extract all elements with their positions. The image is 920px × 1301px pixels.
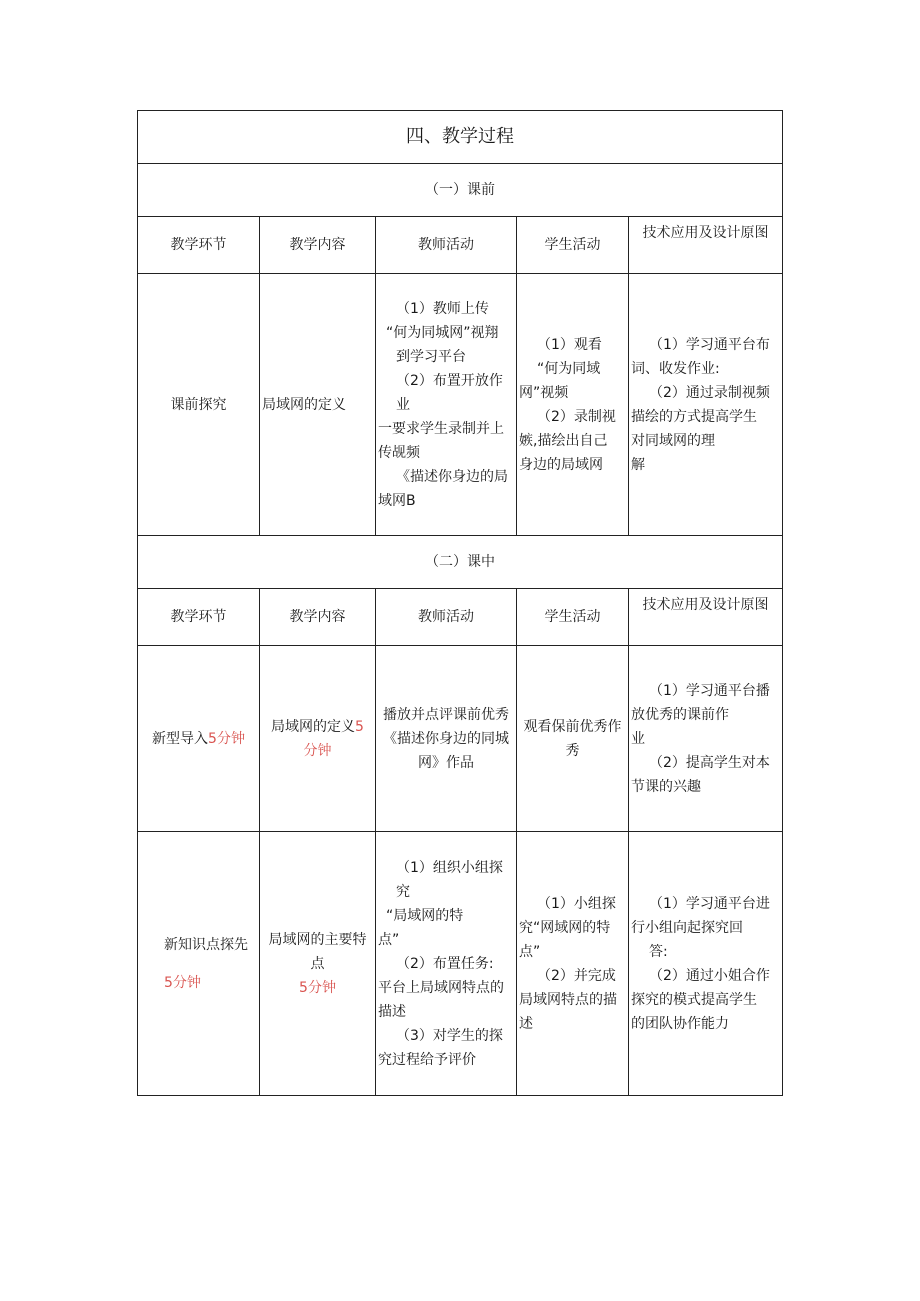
student-line: 述 — [519, 1015, 533, 1032]
header-row-2 — [138, 589, 783, 646]
student-cell — [517, 274, 629, 536]
content-time-a: 5 — [355, 718, 364, 735]
student-line: （1）观看 — [537, 336, 602, 353]
header-teacher: 教师活动 — [376, 589, 517, 646]
student-line: 局域网特点的描 — [519, 991, 617, 1008]
teacher-line: 域网B — [378, 492, 416, 509]
tech-line: 对同域网的理 — [631, 432, 715, 449]
teacher-line: （2）布置开放作业 — [396, 372, 503, 413]
section-heading-before-class: （一）课前 — [138, 164, 783, 217]
tech-cell — [629, 274, 783, 536]
student-line: 究“网域网的特 — [519, 919, 611, 936]
student-line: “何为同域 — [537, 360, 601, 377]
teacher-line: 到学习平台 — [396, 348, 466, 365]
title-row — [138, 111, 783, 164]
page-title: 四、教学过程 — [138, 111, 783, 164]
stage-time: 5分钟 — [164, 974, 201, 991]
tech-line: （1）学习通平台进 — [649, 895, 770, 912]
section-row-1 — [138, 164, 783, 217]
student-line: 观看保前优秀作 — [523, 718, 622, 735]
tech-line: （1）学习通平台布 — [649, 336, 770, 353]
header-stage: 教学环节 — [138, 589, 260, 646]
table-row — [138, 832, 783, 1096]
header-student: 学生活动 — [517, 217, 629, 274]
stage-cell — [138, 274, 260, 536]
header-tech: 技术应用及设计原图 — [629, 217, 783, 274]
teacher-line: 一要求学生录制并上 — [378, 420, 504, 437]
lesson-process-table-wrapper — [137, 110, 782, 1096]
table-row — [138, 646, 783, 832]
stage-cell — [138, 646, 260, 832]
teacher-cell — [376, 274, 517, 536]
student-line: （1）小组探 — [537, 895, 616, 912]
tech-line: 词、收发作业: — [631, 360, 720, 377]
table-row — [138, 274, 783, 536]
stage-label: 新知识点探先 — [164, 936, 248, 953]
tech-line: 放优秀的课前作 — [631, 706, 729, 723]
teacher-line: 播放并点评课前优秀 — [383, 706, 509, 723]
tech-line: （2）通过录制视频 — [649, 384, 770, 401]
lesson-process-table — [137, 110, 783, 1096]
tech-line: 描绘的方式提高学生 — [631, 408, 757, 425]
tech-line: 节课的兴趣 — [631, 778, 701, 795]
stage-time: 5分钟 — [208, 730, 245, 747]
stage-label: 课前探究 — [170, 396, 227, 413]
teacher-line: （3）对学生的探 — [396, 1027, 503, 1044]
teacher-line: （1）教师上传 — [396, 300, 489, 317]
tech-line: 解 — [631, 456, 645, 473]
header-row-1 — [138, 217, 783, 274]
teacher-line: 平台上局域网特点的 — [378, 979, 504, 996]
content-time-b: 分钟 — [303, 742, 332, 759]
tech-line: 的团队协作能力 — [631, 1015, 729, 1032]
stage-cell — [138, 832, 260, 1096]
tech-cell — [629, 832, 783, 1096]
tech-cell — [629, 646, 783, 832]
tech-line: 业 — [631, 730, 645, 747]
teacher-cell — [376, 646, 517, 832]
content-label: 局域网的定义 — [271, 718, 356, 735]
stage-label: 新型导入 — [152, 730, 209, 747]
student-line: （2）并完成 — [537, 967, 616, 984]
content-cell — [260, 646, 376, 832]
teacher-line: 点” — [378, 931, 400, 948]
student-line: 网”视频 — [519, 384, 569, 401]
teacher-line: （2）布置任务: — [396, 955, 494, 972]
teacher-line: 网》作品 — [418, 754, 474, 771]
tech-line: 探究的模式提高学生 — [631, 991, 757, 1008]
tech-line: （1）学习通平台播 — [649, 682, 770, 699]
student-line: 秀 — [565, 742, 580, 759]
tech-line: （2）提高学生对本 — [649, 754, 770, 771]
header-stage: 教学环节 — [138, 217, 260, 274]
teacher-cell — [376, 832, 517, 1096]
section-heading-in-class: （二）课中 — [138, 536, 783, 589]
tech-line: （2）通过小姐合作 — [649, 967, 770, 984]
header-student: 学生活动 — [517, 589, 629, 646]
student-line: 点” — [519, 943, 541, 960]
student-line: 身边的局域网 — [519, 456, 603, 473]
student-cell — [517, 832, 629, 1096]
header-content: 教学内容 — [260, 589, 376, 646]
tech-line: 答: — [649, 943, 668, 960]
teacher-line: 《描述你身边的同城 — [383, 730, 509, 747]
teacher-line: 描述 — [378, 1003, 406, 1020]
teacher-line: “局域网的特 — [386, 907, 464, 924]
teacher-line: （1）组织小组探究 — [396, 859, 503, 900]
teacher-line: “何为同城网”视翔 — [386, 324, 499, 341]
tech-line: 行小组向起探究回 — [631, 919, 743, 936]
student-cell — [517, 646, 629, 832]
content-label: 局域网的定义 — [262, 396, 346, 413]
teacher-line: 《描述你身边的局 — [396, 468, 508, 485]
student-line: （2）录制视 — [537, 408, 616, 425]
student-line: 嫉,描绘出自己 — [519, 432, 608, 449]
content-cell — [260, 274, 376, 536]
header-content: 教学内容 — [260, 217, 376, 274]
content-cell — [260, 832, 376, 1096]
content-time: 5分钟 — [299, 979, 336, 996]
content-label: 局域网的主要特点 — [268, 931, 367, 972]
header-tech: 技术应用及设计原图 — [629, 589, 783, 646]
header-teacher: 教师活动 — [376, 217, 517, 274]
section-row-2 — [138, 536, 783, 589]
teacher-line: 究过程给予评价 — [378, 1051, 476, 1068]
teacher-line: 传觇频 — [378, 444, 420, 461]
